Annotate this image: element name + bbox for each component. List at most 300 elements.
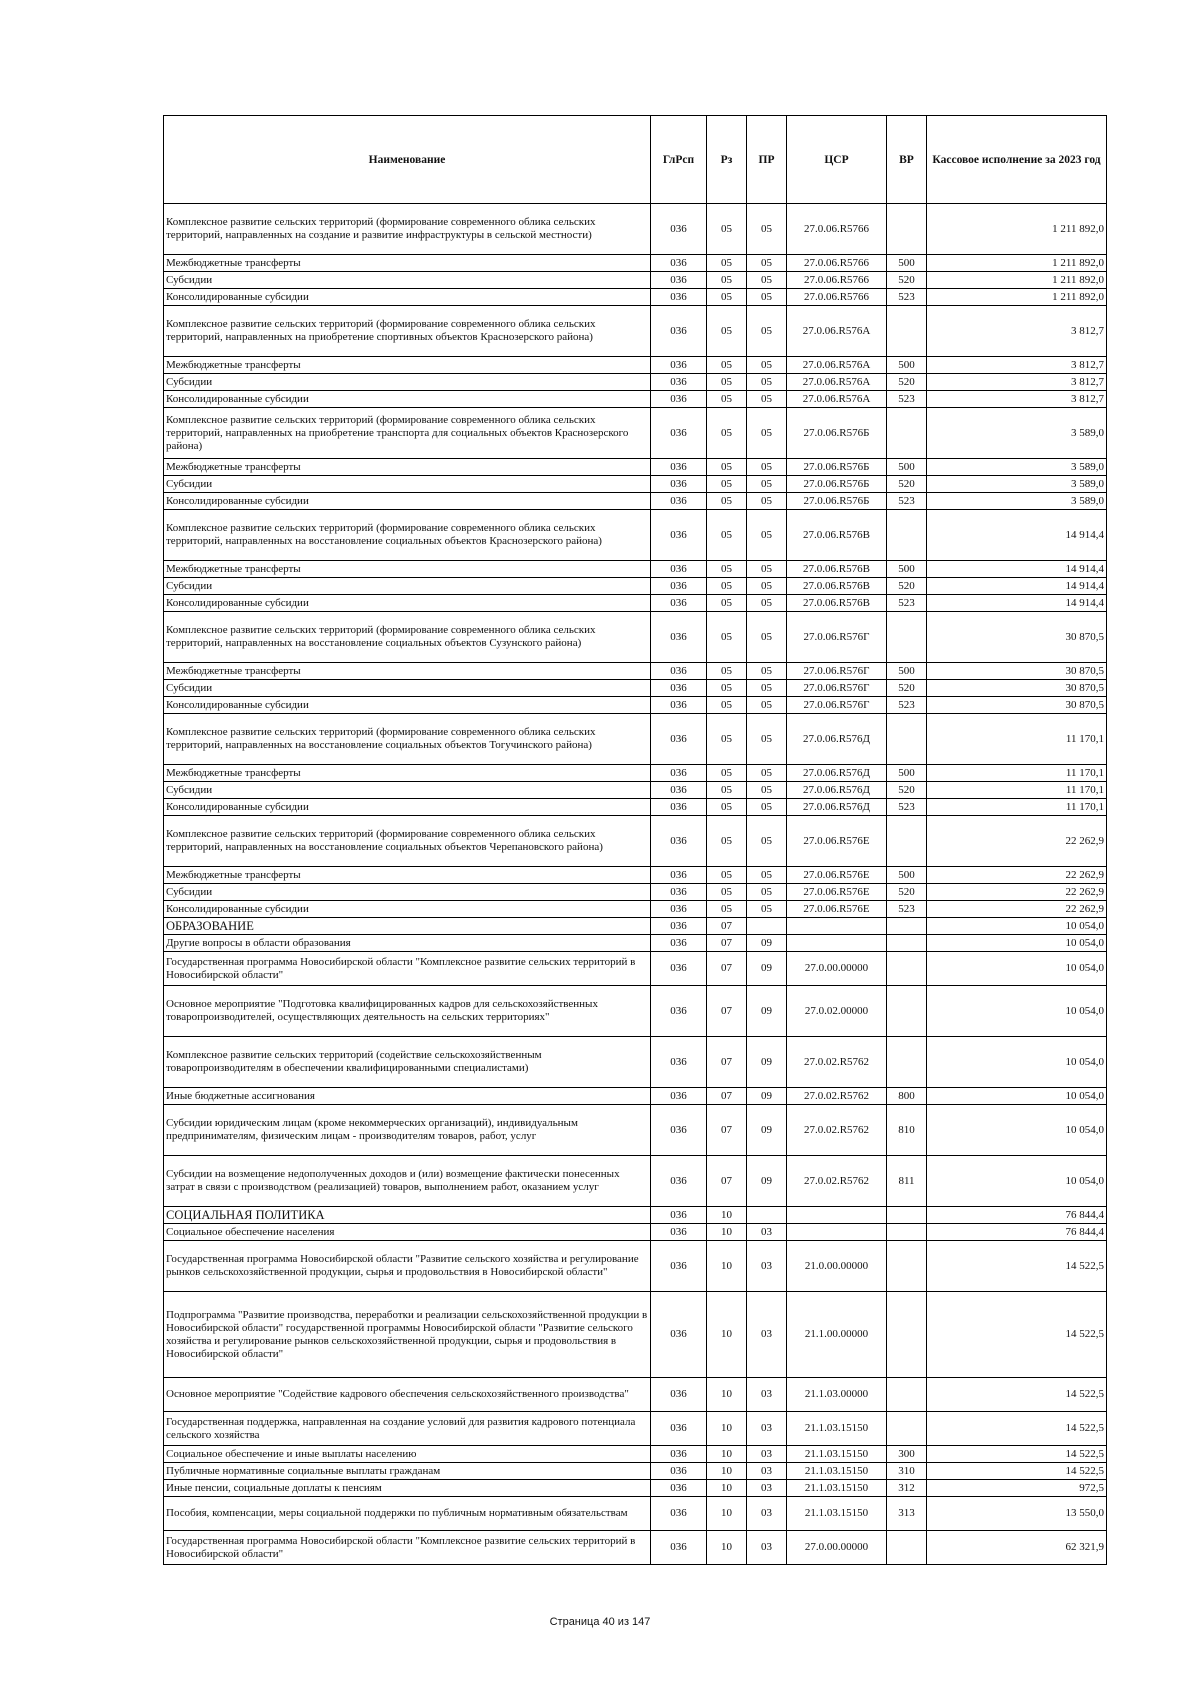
cell-rz: 07 [707, 986, 747, 1037]
cell-rz: 05 [707, 255, 747, 272]
cell-pr: 05 [747, 680, 787, 697]
cell-gl: 036 [651, 561, 707, 578]
cell-pr: 09 [747, 1105, 787, 1156]
cell-vr: 523 [887, 697, 927, 714]
cell-vr: 500 [887, 765, 927, 782]
cell-rz: 10 [707, 1480, 747, 1497]
cell-name: Основное мероприятие "Подготовка квалифицированных кадров для сельскохозяйственных товаропроизводителей, осуществляющих деятельность на сельских территориях" [164, 986, 651, 1037]
cell-name: Государственная поддержка, направленная на создание условий для развития кадрового потенциала сельского хозяйства [164, 1412, 651, 1446]
cell-csr: 27.0.06.R576Б [787, 493, 887, 510]
cell-rz: 05 [707, 204, 747, 255]
table-row [164, 884, 1107, 901]
cell-csr: 27.0.06.R576Д [787, 799, 887, 816]
cell-rz: 07 [707, 935, 747, 952]
cell-vr [887, 1531, 927, 1565]
table-row [164, 1378, 1107, 1412]
cell-name: Социальное обеспечение населения [164, 1224, 651, 1241]
cell-amount: 3 589,0 [927, 493, 1107, 510]
table-header-row [164, 116, 1107, 204]
cell-rz: 07 [707, 1037, 747, 1088]
table-row [164, 782, 1107, 799]
cell-name: Другие вопросы в области образования [164, 935, 651, 952]
cell-rz: 05 [707, 697, 747, 714]
header-glrsp: ГлРсп [651, 116, 707, 204]
cell-pr: 03 [747, 1292, 787, 1378]
cell-gl: 036 [651, 918, 707, 935]
cell-name: Субсидии [164, 884, 651, 901]
cell-rz: 05 [707, 578, 747, 595]
cell-csr: 27.0.06.R5766 [787, 255, 887, 272]
cell-name: Субсидии [164, 782, 651, 799]
table-row [164, 1463, 1107, 1480]
cell-csr: 27.0.06.R576В [787, 510, 887, 561]
cell-name: Субсидии [164, 680, 651, 697]
cell-gl: 036 [651, 799, 707, 816]
cell-rz: 10 [707, 1446, 747, 1463]
cell-csr: 27.0.06.R576Е [787, 867, 887, 884]
cell-name: Комплексное развитие сельских территорий (формирование современного облика сельских территорий, направленных на восстановление социальных объектов Черепановского района) [164, 816, 651, 867]
cell-csr: 21.1.03.15150 [787, 1497, 887, 1531]
cell-gl: 036 [651, 255, 707, 272]
cell-csr: 27.0.06.R576Г [787, 697, 887, 714]
table-row [164, 952, 1107, 986]
cell-vr [887, 204, 927, 255]
table-row [164, 1480, 1107, 1497]
cell-gl: 036 [651, 1088, 707, 1105]
cell-csr: 27.0.06.R576Б [787, 459, 887, 476]
cell-vr: 500 [887, 255, 927, 272]
cell-amount: 11 170,1 [927, 765, 1107, 782]
cell-pr: 05 [747, 663, 787, 680]
cell-amount: 11 170,1 [927, 714, 1107, 765]
cell-pr: 05 [747, 391, 787, 408]
cell-vr: 500 [887, 357, 927, 374]
cell-name: СОЦИАЛЬНАЯ ПОЛИТИКА [164, 1207, 651, 1224]
cell-vr: 520 [887, 272, 927, 289]
cell-gl: 036 [651, 1224, 707, 1241]
cell-gl: 036 [651, 935, 707, 952]
table-row [164, 1224, 1107, 1241]
cell-rz: 05 [707, 901, 747, 918]
cell-gl: 036 [651, 1497, 707, 1531]
cell-amount: 14 522,5 [927, 1241, 1107, 1292]
table-row [164, 1412, 1107, 1446]
cell-rz: 10 [707, 1497, 747, 1531]
cell-name: Межбюджетные трансферты [164, 561, 651, 578]
cell-rz: 10 [707, 1412, 747, 1446]
cell-gl: 036 [651, 391, 707, 408]
table-row [164, 306, 1107, 357]
header-csr: ЦСР [787, 116, 887, 204]
cell-amount: 76 844,4 [927, 1224, 1107, 1241]
table-row [164, 1497, 1107, 1531]
cell-vr: 520 [887, 680, 927, 697]
cell-vr [887, 986, 927, 1037]
cell-pr: 05 [747, 901, 787, 918]
cell-amount: 14 522,5 [927, 1292, 1107, 1378]
cell-amount: 30 870,5 [927, 680, 1107, 697]
cell-name: Субсидии юридическим лицам (кроме некоммерческих организаций), индивидуальным предпринимателям, физическим лицам - производителям товаров, работ, услуг [164, 1105, 651, 1156]
cell-pr: 09 [747, 986, 787, 1037]
cell-pr: 03 [747, 1241, 787, 1292]
cell-csr: 27.0.06.R576В [787, 595, 887, 612]
cell-csr: 27.0.02.R5762 [787, 1037, 887, 1088]
cell-rz: 05 [707, 816, 747, 867]
cell-gl: 036 [651, 476, 707, 493]
cell-rz: 05 [707, 272, 747, 289]
cell-amount: 14 522,5 [927, 1378, 1107, 1412]
cell-pr: 05 [747, 867, 787, 884]
table-row [164, 255, 1107, 272]
table-row [164, 459, 1107, 476]
cell-name: Комплексное развитие сельских территорий (формирование современного облика сельских территорий, направленных на восстановление социальных объектов Краснозерского района) [164, 510, 651, 561]
cell-pr: 05 [747, 782, 787, 799]
cell-amount: 76 844,4 [927, 1207, 1107, 1224]
cell-rz: 05 [707, 357, 747, 374]
cell-rz: 10 [707, 1241, 747, 1292]
cell-pr: 05 [747, 374, 787, 391]
cell-name: Комплексное развитие сельских территорий (формирование современного облика сельских территорий, направленных на восстановление социальных объектов Тогучинского района) [164, 714, 651, 765]
cell-pr: 03 [747, 1224, 787, 1241]
cell-name: ОБРАЗОВАНИЕ [164, 918, 651, 935]
cell-csr: 27.0.06.R576Г [787, 663, 887, 680]
cell-amount: 11 170,1 [927, 782, 1107, 799]
cell-rz: 05 [707, 510, 747, 561]
cell-amount: 14 914,4 [927, 595, 1107, 612]
cell-pr: 05 [747, 493, 787, 510]
cell-gl: 036 [651, 1207, 707, 1224]
cell-csr: 27.0.06.R576Е [787, 901, 887, 918]
cell-rz: 05 [707, 289, 747, 306]
cell-csr: 27.0.00.00000 [787, 1531, 887, 1565]
cell-amount: 22 262,9 [927, 816, 1107, 867]
cell-rz: 05 [707, 714, 747, 765]
table-row [164, 867, 1107, 884]
cell-gl: 036 [651, 1292, 707, 1378]
cell-vr: 523 [887, 391, 927, 408]
cell-csr: 27.0.02.00000 [787, 986, 887, 1037]
table-row [164, 595, 1107, 612]
cell-gl: 036 [651, 1531, 707, 1565]
cell-name: Публичные нормативные социальные выплаты гражданам [164, 1463, 651, 1480]
cell-gl: 036 [651, 714, 707, 765]
cell-name: Консолидированные субсидии [164, 595, 651, 612]
cell-pr: 05 [747, 510, 787, 561]
table-row [164, 663, 1107, 680]
cell-gl: 036 [651, 986, 707, 1037]
cell-vr: 500 [887, 561, 927, 578]
cell-rz: 10 [707, 1463, 747, 1480]
cell-csr [787, 1224, 887, 1241]
cell-amount: 10 054,0 [927, 1105, 1107, 1156]
cell-vr [887, 1224, 927, 1241]
cell-rz: 05 [707, 884, 747, 901]
cell-vr [887, 612, 927, 663]
table-row [164, 289, 1107, 306]
cell-name: Консолидированные субсидии [164, 901, 651, 918]
cell-name: Межбюджетные трансферты [164, 357, 651, 374]
cell-vr: 520 [887, 884, 927, 901]
cell-pr: 09 [747, 952, 787, 986]
cell-gl: 036 [651, 765, 707, 782]
cell-amount: 14 914,4 [927, 561, 1107, 578]
cell-name: Государственная программа Новосибирской области "Комплексное развитие сельских территорий в Новосибирской области" [164, 952, 651, 986]
cell-vr: 520 [887, 782, 927, 799]
header-rz: Рз [707, 116, 747, 204]
cell-amount: 22 262,9 [927, 884, 1107, 901]
cell-gl: 036 [651, 663, 707, 680]
cell-csr: 27.0.06.R5766 [787, 272, 887, 289]
cell-csr: 27.0.06.R576В [787, 578, 887, 595]
cell-csr [787, 918, 887, 935]
page-number: Страница 40 из 147 [549, 1616, 651, 1628]
cell-csr: 27.0.06.R576Б [787, 476, 887, 493]
cell-pr: 05 [747, 255, 787, 272]
cell-rz: 05 [707, 306, 747, 357]
cell-amount: 3 812,7 [927, 306, 1107, 357]
cell-vr: 810 [887, 1105, 927, 1156]
cell-gl: 036 [651, 1463, 707, 1480]
cell-name: Субсидии на возмещение недополученных доходов и (или) возмещение фактически понесенных затрат в связи с производством (реализацией) товаров, выполнением работ, оказанием услуг [164, 1156, 651, 1207]
cell-rz: 05 [707, 680, 747, 697]
cell-gl: 036 [651, 374, 707, 391]
cell-amount: 62 321,9 [927, 1531, 1107, 1565]
cell-amount: 972,5 [927, 1480, 1107, 1497]
cell-vr [887, 408, 927, 459]
cell-gl: 036 [651, 680, 707, 697]
cell-amount: 14 914,4 [927, 578, 1107, 595]
table-row [164, 1037, 1107, 1088]
cell-pr: 05 [747, 884, 787, 901]
cell-pr: 05 [747, 595, 787, 612]
cell-csr: 27.0.06.R576Д [787, 714, 887, 765]
cell-gl: 036 [651, 697, 707, 714]
cell-gl: 036 [651, 595, 707, 612]
cell-pr: 05 [747, 765, 787, 782]
cell-gl: 036 [651, 1156, 707, 1207]
cell-name: Пособия, компенсации, меры социальной поддержки по публичным нормативным обязательствам [164, 1497, 651, 1531]
cell-rz: 10 [707, 1531, 747, 1565]
cell-rz: 05 [707, 561, 747, 578]
table-row [164, 561, 1107, 578]
cell-csr: 21.1.00.00000 [787, 1292, 887, 1378]
cell-name: Иные пенсии, социальные доплаты к пенсиям [164, 1480, 651, 1497]
table-row [164, 357, 1107, 374]
cell-name: Комплексное развитие сельских территорий (содействие сельскохозяйственным товаропроизводителям в обеспечении квалифицированными специалистами) [164, 1037, 651, 1088]
cell-amount: 10 054,0 [927, 918, 1107, 935]
header-name: Наименование [164, 116, 651, 204]
cell-gl: 036 [651, 1241, 707, 1292]
table-body [164, 204, 1107, 1565]
cell-vr: 523 [887, 493, 927, 510]
cell-name: Консолидированные субсидии [164, 289, 651, 306]
cell-csr: 27.0.06.R5766 [787, 204, 887, 255]
cell-pr: 05 [747, 476, 787, 493]
cell-rz: 05 [707, 595, 747, 612]
cell-vr [887, 1292, 927, 1378]
cell-amount: 10 054,0 [927, 986, 1107, 1037]
cell-amount: 10 054,0 [927, 935, 1107, 952]
cell-amount: 3 589,0 [927, 459, 1107, 476]
cell-rz: 05 [707, 391, 747, 408]
table-row [164, 374, 1107, 391]
cell-pr: 03 [747, 1497, 787, 1531]
cell-vr: 500 [887, 867, 927, 884]
cell-pr: 03 [747, 1531, 787, 1565]
cell-name: Комплексное развитие сельских территорий (формирование современного облика сельских территорий, направленных на создание и развитие инфраструктуры в сельской местности) [164, 204, 651, 255]
cell-pr: 05 [747, 799, 787, 816]
cell-vr [887, 935, 927, 952]
cell-name: Государственная программа Новосибирской области "Развитие сельского хозяйства и регулирование рынков сельскохозяйственной продукции, сырья и продовольствия в Новосибирской области" [164, 1241, 651, 1292]
cell-gl: 036 [651, 289, 707, 306]
cell-gl: 036 [651, 272, 707, 289]
cell-name: Межбюджетные трансферты [164, 459, 651, 476]
cell-vr: 500 [887, 663, 927, 680]
cell-pr: 05 [747, 289, 787, 306]
cell-vr: 800 [887, 1088, 927, 1105]
cell-rz: 05 [707, 867, 747, 884]
cell-pr: 05 [747, 459, 787, 476]
cell-rz: 07 [707, 1088, 747, 1105]
cell-rz: 05 [707, 612, 747, 663]
cell-csr: 21.1.03.15150 [787, 1412, 887, 1446]
cell-csr: 27.0.06.R576Д [787, 782, 887, 799]
cell-rz: 05 [707, 374, 747, 391]
cell-name: Межбюджетные трансферты [164, 663, 651, 680]
cell-rz: 07 [707, 952, 747, 986]
cell-amount: 3 812,7 [927, 391, 1107, 408]
table-row [164, 918, 1107, 935]
cell-name: Консолидированные субсидии [164, 391, 651, 408]
cell-amount: 13 550,0 [927, 1497, 1107, 1531]
table-row [164, 391, 1107, 408]
table-row [164, 1207, 1107, 1224]
table-row [164, 986, 1107, 1037]
cell-vr: 811 [887, 1156, 927, 1207]
cell-rz: 10 [707, 1207, 747, 1224]
cell-csr [787, 1207, 887, 1224]
table-row [164, 578, 1107, 595]
cell-csr: 27.0.06.R5766 [787, 289, 887, 306]
cell-pr: 09 [747, 1088, 787, 1105]
cell-gl: 036 [651, 1480, 707, 1497]
cell-gl: 036 [651, 1446, 707, 1463]
cell-amount: 30 870,5 [927, 612, 1107, 663]
cell-gl: 036 [651, 1378, 707, 1412]
cell-name: Государственная программа Новосибирской области "Комплексное развитие сельских территорий в Новосибирской области" [164, 1531, 651, 1565]
cell-gl: 036 [651, 952, 707, 986]
cell-csr: 27.0.02.R5762 [787, 1105, 887, 1156]
cell-csr: 27.0.06.R576Д [787, 765, 887, 782]
cell-name: Межбюджетные трансферты [164, 255, 651, 272]
cell-pr: 05 [747, 816, 787, 867]
budget-sheet [163, 115, 1106, 1565]
header-amount: Кассовое исполнение за 2023 год [927, 116, 1107, 204]
cell-rz: 05 [707, 782, 747, 799]
cell-name: Консолидированные субсидии [164, 493, 651, 510]
cell-rz: 10 [707, 1378, 747, 1412]
table-row [164, 697, 1107, 714]
cell-csr: 27.0.06.R576Г [787, 680, 887, 697]
cell-pr: 05 [747, 272, 787, 289]
cell-amount: 30 870,5 [927, 697, 1107, 714]
cell-csr: 27.0.06.R576Б [787, 408, 887, 459]
table-row [164, 714, 1107, 765]
cell-gl: 036 [651, 306, 707, 357]
cell-vr: 300 [887, 1446, 927, 1463]
cell-vr [887, 816, 927, 867]
cell-csr: 27.0.06.R576А [787, 357, 887, 374]
cell-amount: 10 054,0 [927, 1088, 1107, 1105]
cell-vr [887, 1412, 927, 1446]
cell-gl: 036 [651, 867, 707, 884]
cell-name: Комплексное развитие сельских территорий (формирование современного облика сельских территорий, направленных на приобретение спортивных объектов Краснозерского района) [164, 306, 651, 357]
cell-gl: 036 [651, 204, 707, 255]
cell-csr: 27.0.06.R576Г [787, 612, 887, 663]
cell-csr: 21.1.03.15150 [787, 1463, 887, 1480]
cell-amount: 1 211 892,0 [927, 272, 1107, 289]
cell-rz: 07 [707, 918, 747, 935]
table-row [164, 680, 1107, 697]
table-row [164, 816, 1107, 867]
cell-amount: 3 812,7 [927, 357, 1107, 374]
cell-pr: 05 [747, 714, 787, 765]
cell-name: Комплексное развитие сельских территорий (формирование современного облика сельских территорий, направленных на приобретение транспорта для социальных объектов Краснозерского района) [164, 408, 651, 459]
cell-rz: 07 [707, 1105, 747, 1156]
cell-csr: 27.0.00.00000 [787, 952, 887, 986]
cell-pr: 03 [747, 1446, 787, 1463]
cell-amount: 3 589,0 [927, 476, 1107, 493]
table-row [164, 901, 1107, 918]
cell-vr: 520 [887, 374, 927, 391]
cell-gl: 036 [651, 408, 707, 459]
cell-gl: 036 [651, 1105, 707, 1156]
cell-rz: 05 [707, 408, 747, 459]
cell-pr: 03 [747, 1378, 787, 1412]
cell-csr: 21.0.00.00000 [787, 1241, 887, 1292]
cell-pr: 05 [747, 204, 787, 255]
cell-vr [887, 306, 927, 357]
cell-pr: 03 [747, 1463, 787, 1480]
cell-csr: 27.0.02.R5762 [787, 1088, 887, 1105]
cell-amount: 10 054,0 [927, 1037, 1107, 1088]
table-row [164, 1446, 1107, 1463]
cell-name: Подпрограмма "Развитие производства, переработки и реализации сельскохозяйственной продукции в Новосибирской области" государственной программы Новосибирской области "Развитие сельского хозяйства и регулирование рынков сельскохозяйственной продукции, сырья и продовольствия в Новосибирской области" [164, 1292, 651, 1378]
cell-amount: 1 211 892,0 [927, 255, 1107, 272]
cell-amount: 22 262,9 [927, 867, 1107, 884]
cell-vr: 523 [887, 595, 927, 612]
cell-vr: 520 [887, 578, 927, 595]
cell-vr: 523 [887, 799, 927, 816]
cell-rz: 05 [707, 799, 747, 816]
cell-csr: 27.0.06.R576А [787, 391, 887, 408]
cell-pr [747, 918, 787, 935]
cell-csr: 21.1.03.00000 [787, 1378, 887, 1412]
header-pr: ПР [747, 116, 787, 204]
cell-name: Основное мероприятие "Содействие кадрового обеспечения сельскохозяйственного производства" [164, 1378, 651, 1412]
cell-pr: 05 [747, 578, 787, 595]
header-vr: ВР [887, 116, 927, 204]
cell-amount: 30 870,5 [927, 663, 1107, 680]
cell-csr: 27.0.06.R576А [787, 374, 887, 391]
cell-gl: 036 [651, 459, 707, 476]
table-row [164, 204, 1107, 255]
table-row [164, 935, 1107, 952]
table-row [164, 408, 1107, 459]
cell-vr: 313 [887, 1497, 927, 1531]
table-row [164, 1241, 1107, 1292]
cell-name: Субсидии [164, 272, 651, 289]
